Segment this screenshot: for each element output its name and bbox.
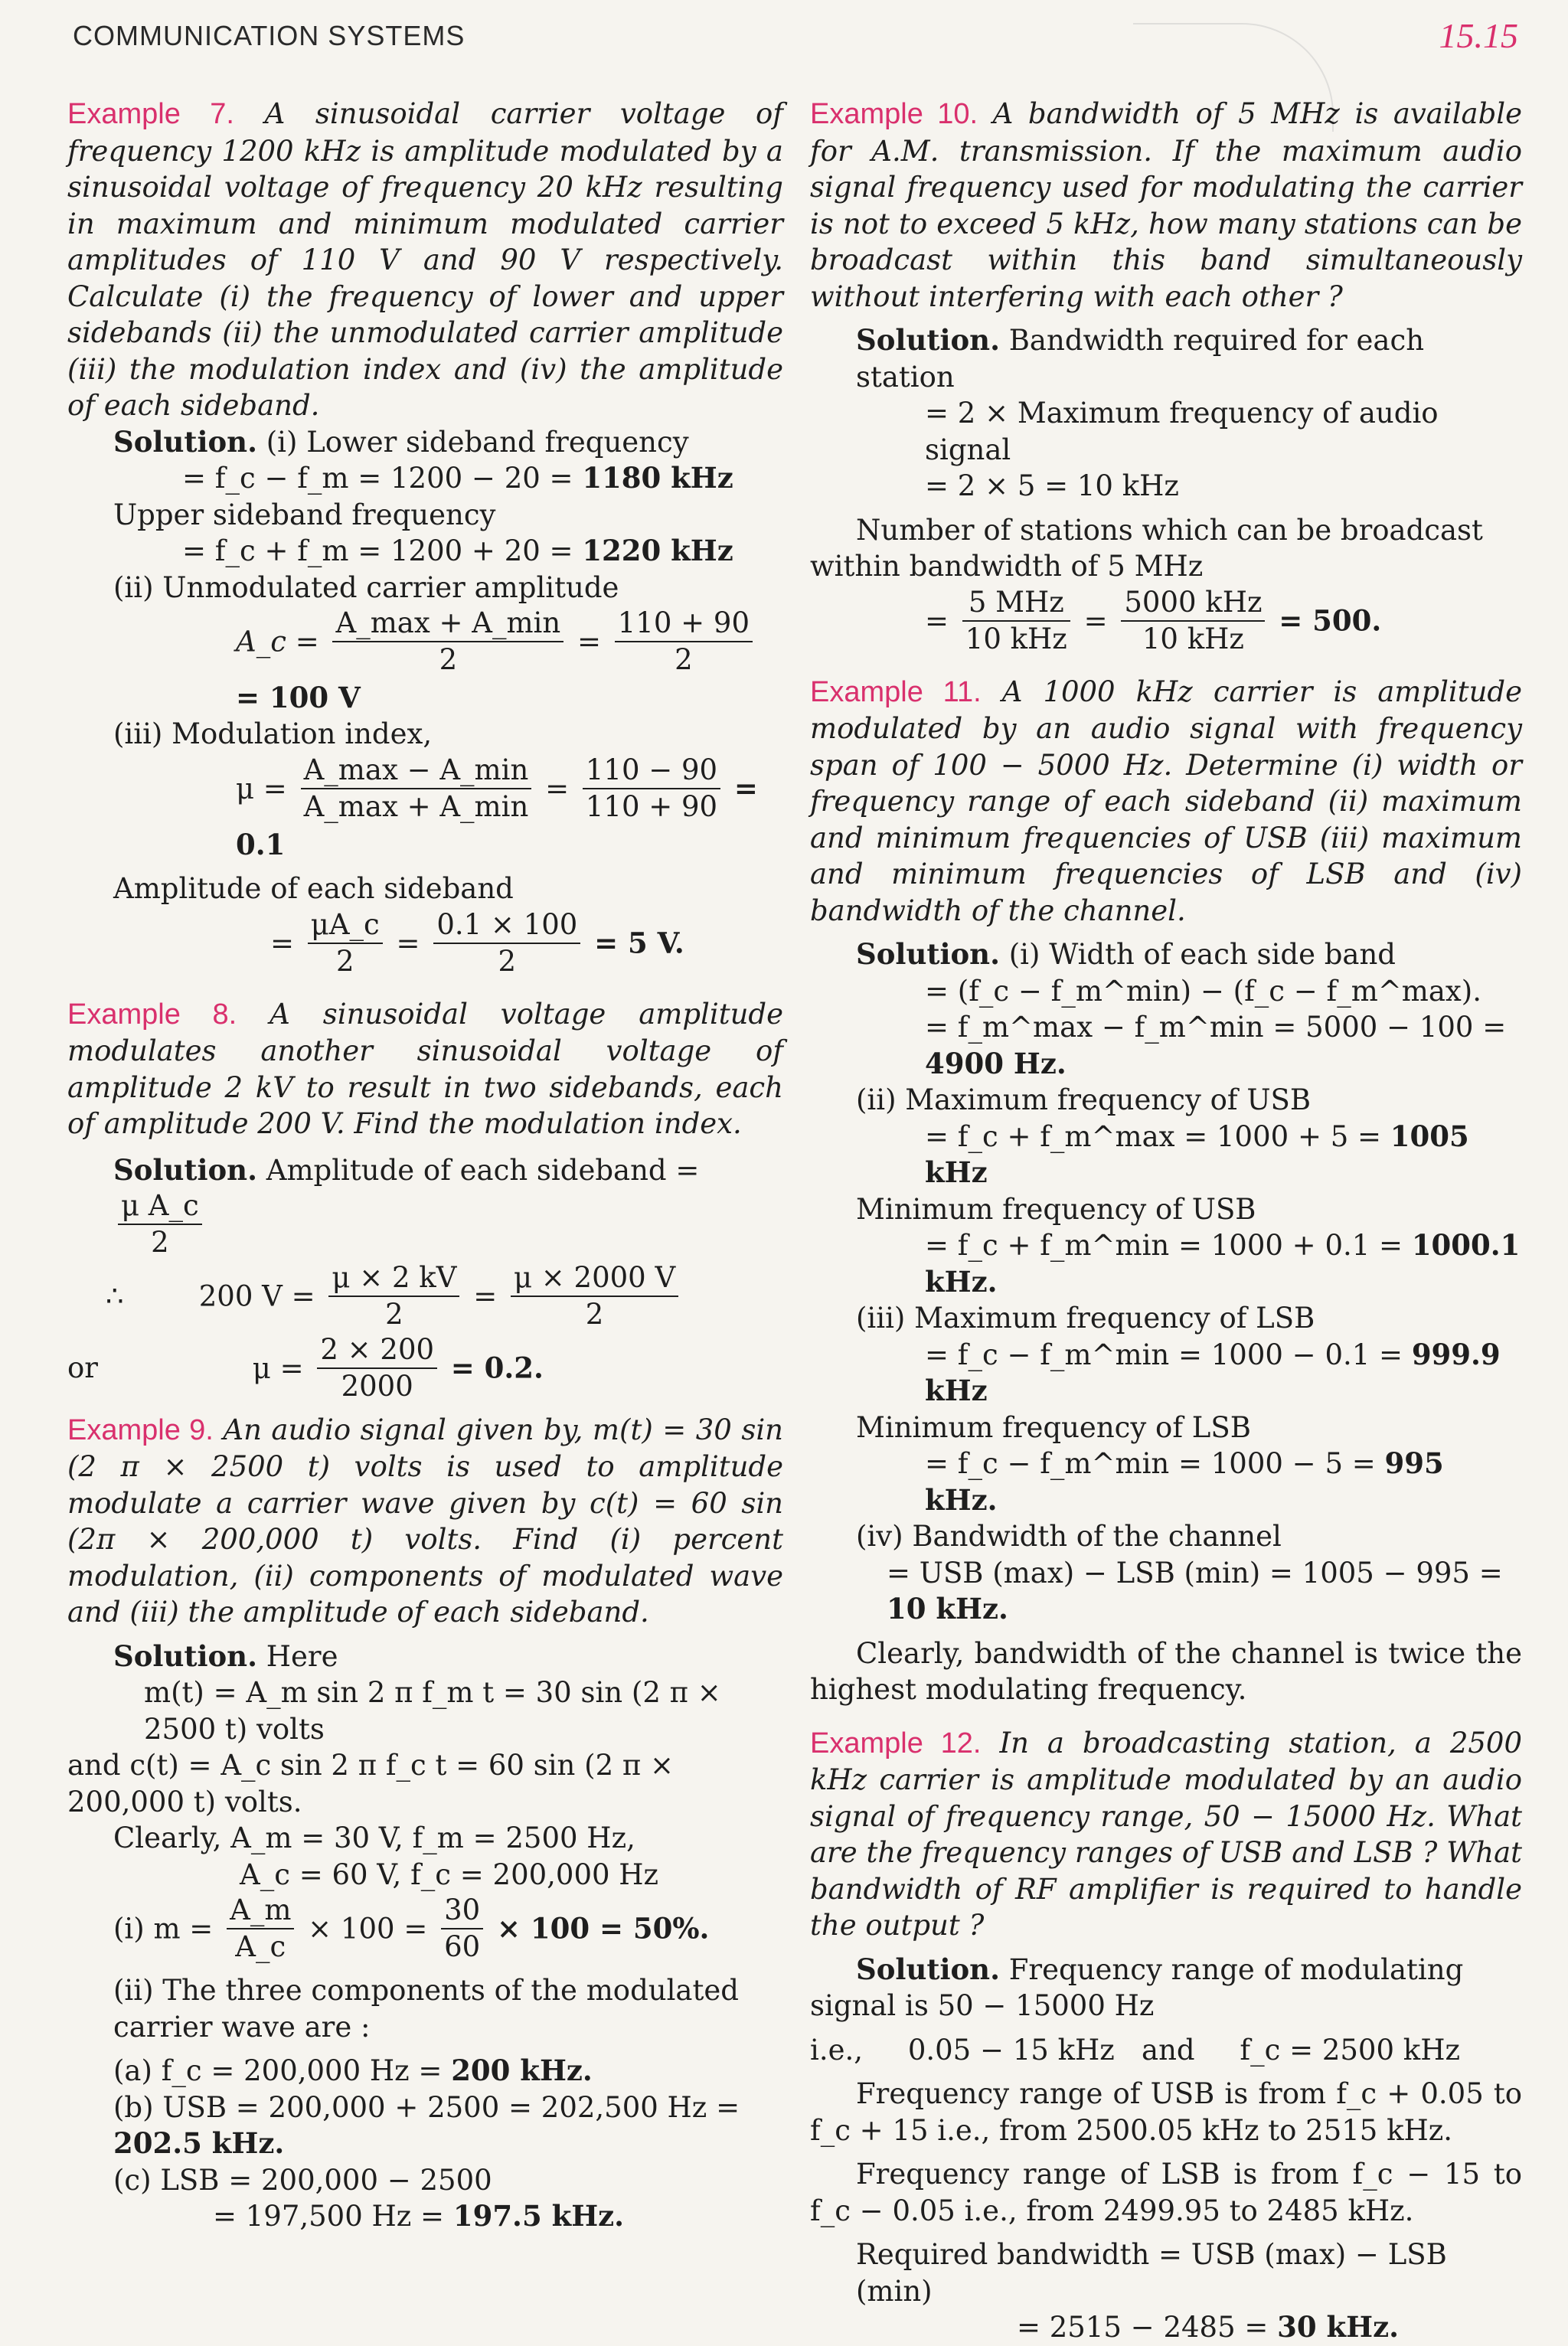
equation-mu-result [67,1332,783,1404]
solution-step: (i) Lower sideband frequency [266,425,689,459]
solution-step: Frequency range of LSB is from f_c − 15 to f_c − 0.05 i.e., from 2499.95 to 2485 kHz. [810,2158,1522,2227]
example-8-label: Example 8. [67,998,237,1031]
equation-lhs: 200 V = [198,1279,315,1312]
example-11-label: Example 11. [810,675,982,708]
equation-usb-max: = f_c + f_m^max = 1000 + 5 = 1005 kHz [925,1119,1469,1189]
solution-heading: Solution. [113,1152,257,1187]
solution-step: Frequency range of USB is from f_c + 0.05 to f_c + 15 i.e., from 2500.05 kHz to 2515 kHz. [810,2077,1522,2147]
equation-answer: 995 kHz. [925,1446,1444,1517]
example-7-solution-line [67,424,783,461]
equation-answer: = 5 V. [594,925,684,959]
equation-answer: = 0.2. [450,1351,544,1384]
running-header: COMMUNICATION SYSTEMS [73,20,466,51]
equation-answer: 1180 kHz [582,461,733,495]
example-9-label: Example 9. [67,1413,214,1446]
equation-answer: 999.9 kHz [925,1337,1501,1407]
example-10-text: A bandwidth of 5 MHz is available for A.M. transmission. If the maximum audio signal frequency used for modulating the carrier is not to exceed 5 kHz, how many stations can be broadcast within this band simultaneously without interfering with each other ? [810,97,1522,313]
equation-text: = f_c − f_m = 1200 − 20 = [182,462,583,495]
solution-heading: Solution. [856,323,1000,357]
solution-step: Minimum frequency of USB [856,1192,1256,1226]
solution-step: Bandwidth required for each station [856,324,1425,394]
fraction: $\frac{\mu A\_c}{2}$ [308,907,383,979]
fraction: $\frac{0.1 \times 100}{2}$ [433,907,580,979]
example-7-statement [67,96,783,424]
example-9-solution-line [67,1639,783,1675]
solution-step: (iii) Modulation index, [113,717,433,751]
equation-answer: × 100 = 50%. [496,1911,710,1946]
equation-percent-modulation: (i) m = $\frac{A\_m}{A\_c}$ × 100 = $\frac{30}{60}$ × 100 = 50%. [113,1893,710,1964]
or-label: or [67,1351,98,1384]
equation-lsb [67,460,783,497]
example-10-label: Example 10. [810,98,978,130]
fraction: $\frac{A\_\max + A\_\min}{2}$ [332,606,564,678]
example-12-label: Example 12. [810,1727,982,1760]
equation-answer: 1220 kHz [582,534,733,567]
equation-bandwidth-2: = 2 × 5 = 10 kHz [925,469,1179,502]
solution-step: Frequency range of modulating signal is 50 − 15000 Hz [810,1952,1464,2022]
fraction: $\frac{\text{5 MHz}}{\text{10 kHz}}$ [962,585,1070,657]
solution-step: Amplitude of each sideband [113,872,514,905]
fraction: $\frac{\text{5000 kHz}}{\text{10 kHz}}$ [1121,585,1265,657]
equation-200v: ∴ 200 V = $\frac{\mu \times 2 kV}{2}$ = $\frac{\mu \times 2000 V}{2}$ [67,1260,783,1332]
component-b: (b) USB = 200,000 + 2500 = 202,500 Hz = 202.5 kHz. [113,2090,740,2161]
equation-answer: 1000.1 kHz. [925,1228,1521,1299]
example-11-text: A 1000 kHz carrier is amplitude modulated by an audio signal with frequency span of 100 − 5000 Hz. Determine (i) width or frequency range of each sideband (ii) maximum and minimum frequencies of USB (iii) maximum and minimum frequencies of LSB and (iv) bandwidth of the channel. [810,675,1523,927]
fraction: $\frac{110 + 90}{2}$ [615,606,753,678]
equation-lsb-min: = f_c − f_m^min = 1000 − 5 = 995 kHz. [925,1446,1444,1517]
equation-width-2: = f_m^max − f_m^min = 5000 − 100 = 4900 Hz. [925,1011,1507,1080]
equation-channel-bandwidth: = USB (max) − LSB (min) = 1005 − 995 = 10 kHz. [887,1556,1503,1626]
equation-m-t: m(t) = A_m sin 2 π f_m t = 30 sin (2 π × 2500 t) volts [144,1676,721,1746]
equation-bandwidth-1: = 2 × Maximum frequency of audio signal [925,397,1439,466]
solution-step: (iv) Bandwidth of the channel [856,1520,1282,1553]
equation-answer: = 0.1 [236,771,758,861]
equation-lhs: A_c = [236,625,319,658]
solution-step: (ii) The three components of the modulated carrier wave are : [113,1974,739,2044]
solution-step: Number of stations which can be broadcast within bandwidth of 5 MHz [810,513,1483,583]
right-column [810,96,1522,2346]
equation-amplitudes-2: A_c = 60 V, f_c = 200,000 Hz [240,1858,659,1891]
example-9-statement [67,1412,783,1631]
solution-step: Amplitude of each sideband = [266,1153,700,1187]
solution-step: (iii) Maximum frequency of LSB [856,1302,1315,1335]
example-7-label: Example 7. [67,98,234,130]
equation-answer: 30 kHz. [1277,2310,1399,2344]
equation-answer: 197.5 kHz. [452,2199,625,2233]
equation-usb [67,533,783,570]
solution-step: Here [266,1639,338,1673]
equation-width-1: = (f_c − f_m^min) − (f_c − f_m^max). [925,974,1481,1008]
example-9-text: An audio signal given by, m(t) = 30 sin (2 π × 2500 t) volts is used to amplitude modulate a carrier wave given by c(t) = 60 sin (2π × 200,000 t) volts. Find (i) percent modulation, (ii) components of modulated wave and (iii) the amplitude of each sideband. [67,1413,784,1629]
page-number: 15.15 [1439,16,1518,55]
component-a: (a) f_c = 200,000 Hz = 200 kHz. [113,2054,593,2088]
left-column [67,96,783,2235]
fraction: $\frac{30}{60}$ [441,1893,483,1965]
example-8-text: A sinusoidal voltage amplitude modulates another sinusoidal voltage of amplitude 2 kV to result in two sidebands, each of amplitude 200 V. Find the modulation index. [67,997,784,1140]
solution-step: (ii) Maximum frequency of USB [856,1083,1312,1116]
equation-answer: 10 kHz. [887,1592,1008,1626]
equation-lhs: (i) m = [113,1912,214,1946]
fraction: $\frac{110 - 90}{110 + 90}$ [583,753,720,825]
equation-text: = f_c + f_m = 1200 + 20 = [182,534,583,567]
equation-lhs: μ = [236,772,287,805]
fraction: $\frac{\mu \times 2000 V}{2}$ [511,1260,678,1332]
example-10-solution-line [810,322,1522,395]
equation-modulation-index: μ = $\frac{A\_\max - A\_\min}{A\_\max + A\_\min}$ = $\frac{110 - 90}{110 + 90}$ = 0.1 [236,753,758,861]
fraction: $\frac{\text{μ A\_c}}{2}$ [118,1188,202,1260]
solution-heading: Solution. [856,937,1000,971]
solution-heading: Solution. [113,424,257,459]
example-12-solution-line [810,1952,1522,2024]
solution-step: i.e., 0.05 − 15 kHz and f_c = 2500 kHz [810,2033,1460,2067]
example-8-solution-line [67,1150,783,1260]
therefore-symbol: ∴ [106,1279,124,1312]
equation-carrier-amplitude: A_c = $\frac{A\_\max + A\_\min}{2}$ = $\frac{110 + 90}{2}$ = 100 V [67,606,783,716]
component-c-result: = 197,500 Hz = 197.5 kHz. [213,2199,625,2233]
solution-step: Required bandwidth = USB (max) − LSB (min) [856,2238,1447,2308]
equation-answer: = 500. [1279,603,1382,637]
solution-step: Upper sideband frequency [113,498,496,531]
example-11-solution-line [810,936,1522,973]
example-8-statement [67,996,783,1142]
component-c: (c) LSB = 200,000 − 2500 [113,2163,492,2197]
example-12-text: In a broadcasting station, a 2500 kHz carrier is amplitude modulated by an audio signal of frequency range, 50 − 15000 Hz. What are the frequency ranges of USB and LSB ? What bandwidth of RF amplifier is required to handle the output ? [810,1726,1523,1942]
equation-amplitudes-1: Clearly, A_m = 30 V, f_m = 2500 Hz, [113,1822,635,1855]
example-11-statement [810,674,1522,930]
solution-step: (ii) Unmodulated carrier amplitude [113,570,619,604]
solution-heading: Solution. [856,1952,1000,1986]
equation-stations: = $\frac{\text{5 MHz}}{\text{10 kHz}}$ = $\frac{\text{5000 kHz}}{\text{10 kHz}}$ = 500. [925,585,1382,655]
solution-heading: Solution. [113,1639,257,1673]
equation-answer: 4900 Hz. [925,1046,1067,1080]
fraction: $\frac{2 \times 200}{2000}$ [317,1332,437,1404]
solution-step: (i) Width of each side band [1008,938,1396,971]
equation-sideband-amplitude: = $\frac{\mu A\_c}{2}$ = $\frac{0.1 \times 100}{2}$ = 5 V. [270,907,684,978]
example-7-text: A sinusoidal carrier voltage of frequency 1200 kHz is amplitude modulated by a sinusoidal voltage of frequency 20 kHz resulting in maximum and minimum modulated carrier amplitudes of 110 V and 90 V respectively. Calculate (i) the frequency of lower and upper sidebands (ii) the unmodulated carrier amplitude (iii) the modulation index and (iv) the amplitude of each sideband. [67,97,783,422]
example-12-statement [810,1725,1522,1944]
equation-answer: 202.5 kHz. [113,2126,285,2161]
equation-answer: = 100 V [236,680,361,714]
equation-c-t: and c(t) = A_c sin 2 π f_c t = 60 sin (2 π × 200,000 t) volts. [67,1749,674,1818]
equation-lhs: μ = [252,1351,304,1384]
equation-required-bandwidth: = 2515 − 2485 = 30 kHz. [1017,2310,1399,2344]
solution-step: Minimum frequency of LSB [856,1410,1251,1444]
equation-usb-min: = f_c + f_m^min = 1000 + 0.1 = 1000.1 kHz. [925,1228,1521,1299]
equation-answer: 200 kHz. [451,2054,593,2088]
equation-lsb-max: = f_c − f_m^min = 1000 − 0.1 = 999.9 kHz [925,1337,1501,1407]
fraction: $\frac{\mu \times 2 kV}{2}$ [328,1260,459,1332]
equation-answer: 1005 kHz [925,1119,1469,1189]
example-11-conclusion: Clearly, bandwidth of the channel is twice the highest modulating frequency. [810,1636,1522,1706]
example-10-statement [810,96,1522,315]
fraction: $\frac{A\_m}{A\_c}$ [227,1893,294,1965]
fraction: $\frac{A\_\max - A\_\min}{A\_\max + A\_\min}$ [301,753,532,825]
